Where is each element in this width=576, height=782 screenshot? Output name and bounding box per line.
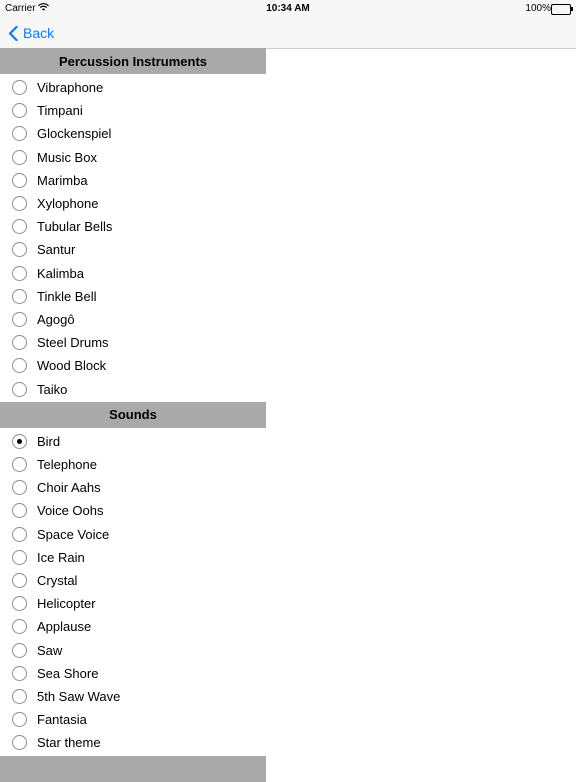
list-item[interactable]	[0, 453, 266, 476]
radio-unselected-icon[interactable]	[12, 196, 27, 211]
list-item-label: Taiko	[37, 381, 68, 397]
list-item[interactable]	[0, 592, 266, 615]
radio-unselected-icon[interactable]	[12, 480, 27, 495]
status-bar	[0, 0, 576, 17]
radio-unselected-icon[interactable]	[12, 457, 27, 472]
list-item-label: Star theme	[37, 735, 101, 751]
list-item[interactable]	[0, 238, 266, 261]
list-item[interactable]	[0, 662, 266, 685]
list-item-label: Marimba	[37, 172, 88, 188]
navigation-bar	[0, 17, 576, 49]
list-item[interactable]	[0, 169, 266, 192]
radio-unselected-icon[interactable]	[12, 619, 27, 634]
list-item[interactable]	[0, 708, 266, 731]
status-time: 10:34 AM	[266, 3, 310, 14]
radio-unselected-icon[interactable]	[12, 689, 27, 704]
radio-unselected-icon[interactable]	[12, 527, 27, 542]
radio-unselected-icon[interactable]	[12, 573, 27, 588]
list-item[interactable]	[0, 331, 266, 354]
radio-unselected-icon[interactable]	[12, 666, 27, 681]
section-title: Sounds	[109, 407, 157, 423]
list-item[interactable]	[0, 615, 266, 638]
list-item-label: Kalimba	[37, 265, 84, 281]
list-item-label: Ice Rain	[37, 549, 85, 565]
list-item[interactable]	[0, 285, 266, 308]
radio-unselected-icon[interactable]	[12, 266, 27, 281]
list-item-label: Tubular Bells	[37, 219, 113, 235]
section-title: Percussion Instruments	[58, 53, 208, 69]
list-item-label: Vibraphone	[37, 80, 104, 95]
radio-unselected-icon[interactable]	[12, 550, 27, 565]
list-item-label: Tinkle Bell	[37, 288, 97, 304]
radio-selected-icon[interactable]	[12, 434, 27, 449]
list-item[interactable]	[0, 146, 266, 169]
list-item-label: Sea Shore	[37, 665, 99, 681]
list-item[interactable]	[0, 523, 266, 546]
list-item[interactable]	[0, 546, 266, 569]
list-item[interactable]	[0, 308, 266, 331]
list-item-label: Timpani	[37, 103, 83, 119]
radio-unselected-icon[interactable]	[12, 289, 27, 304]
radio-unselected-icon[interactable]	[12, 643, 27, 658]
list-item-label: Xylophone	[37, 196, 99, 211]
list-item[interactable]	[0, 499, 266, 522]
list-item-label: Telephone	[37, 457, 97, 472]
carrier-label: Carrier	[5, 3, 36, 14]
list-item-label: Fantasia	[37, 712, 87, 728]
list-item[interactable]	[0, 122, 266, 145]
list-item[interactable]	[0, 99, 266, 122]
list-item-label: Helicopter	[37, 596, 96, 612]
list-item-label: Santur	[37, 242, 76, 258]
battery-percent: 100%	[525, 3, 551, 14]
list-item-label: Steel Drums	[37, 335, 109, 351]
radio-unselected-icon[interactable]	[12, 80, 27, 95]
list-item[interactable]	[0, 262, 266, 285]
radio-unselected-icon[interactable]	[12, 173, 27, 188]
radio-unselected-icon[interactable]	[12, 335, 27, 350]
list-item[interactable]	[0, 476, 266, 499]
list-item-label: Crystal	[37, 573, 78, 588]
radio-unselected-icon[interactable]	[12, 103, 27, 118]
back-button[interactable]	[8, 22, 54, 44]
list-item[interactable]	[0, 569, 266, 592]
radio-unselected-icon[interactable]	[12, 712, 27, 727]
section-header	[0, 756, 266, 782]
chevron-left-icon	[8, 26, 18, 41]
list-item-label: Bird	[37, 433, 61, 449]
list-item-label: Wood Block	[37, 358, 107, 374]
radio-unselected-icon[interactable]	[12, 596, 27, 611]
list-item-label: Voice Oohs	[37, 503, 104, 519]
list-item[interactable]	[0, 685, 266, 708]
list-item-label: Saw	[37, 642, 63, 658]
radio-unselected-icon[interactable]	[12, 735, 27, 750]
list-item-label: Glockenspiel	[37, 126, 112, 142]
list-item[interactable]	[0, 192, 266, 215]
list-item-label: Agogô	[37, 312, 75, 327]
list-item[interactable]	[0, 639, 266, 662]
list-item-label: Applause	[37, 619, 92, 635]
back-label: Back	[23, 25, 55, 41]
list-item[interactable]	[0, 215, 266, 238]
list-item-label: Choir Aahs	[37, 480, 101, 496]
radio-unselected-icon[interactable]	[12, 312, 27, 327]
list-item[interactable]	[0, 76, 266, 99]
list-item[interactable]	[0, 378, 266, 401]
section-header	[0, 48, 266, 74]
section-header	[0, 402, 266, 428]
battery-icon	[551, 4, 571, 15]
list-item-label: Music Box	[37, 149, 97, 165]
list-item[interactable]	[0, 430, 266, 453]
radio-unselected-icon[interactable]	[12, 219, 27, 234]
list-item[interactable]	[0, 731, 266, 754]
list-item-label: Space Voice	[37, 526, 110, 542]
radio-unselected-icon[interactable]	[12, 126, 27, 141]
radio-unselected-icon[interactable]	[12, 358, 27, 373]
radio-unselected-icon[interactable]	[12, 242, 27, 257]
list-item-label: 5th Saw Wave	[37, 689, 121, 704]
radio-unselected-icon[interactable]	[12, 382, 27, 397]
list-item[interactable]	[0, 354, 266, 377]
radio-unselected-icon[interactable]	[12, 150, 27, 165]
radio-unselected-icon[interactable]	[12, 503, 27, 518]
